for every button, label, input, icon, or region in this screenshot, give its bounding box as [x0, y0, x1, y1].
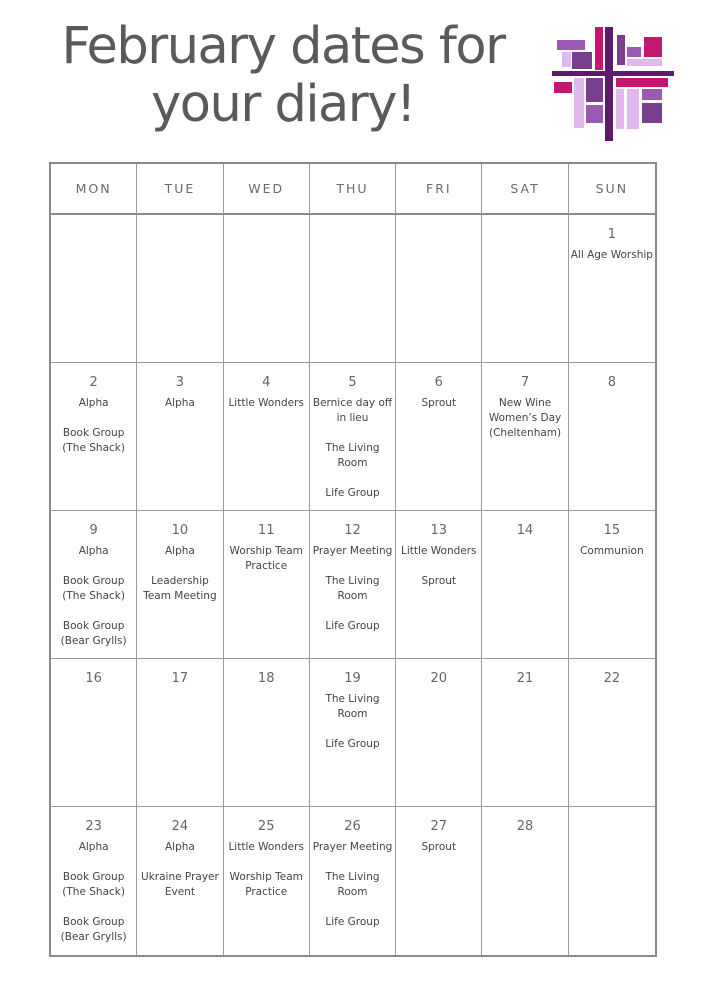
event-label: The Living Room: [325, 575, 380, 602]
day-cell: [137, 511, 223, 659]
event-label: Little Wonders: [228, 397, 304, 409]
event-label: Life Group: [325, 487, 380, 499]
day-cell: [569, 215, 655, 363]
event-label: Alpha: [78, 397, 109, 409]
event-label: The Living Room: [325, 442, 380, 469]
event-label: Book Group (The Shack): [62, 427, 125, 454]
event-label: Sprout: [421, 397, 457, 409]
event-label: Alpha: [78, 545, 109, 557]
date-number: 6: [434, 375, 443, 390]
date-number: 24: [171, 819, 189, 834]
event-label: Worship Team Practice: [229, 871, 303, 898]
day-cell: [310, 363, 396, 511]
event-label: Life Group: [325, 738, 380, 750]
day-cell: [396, 511, 482, 659]
date-number: 3: [175, 375, 185, 390]
day-cell: [137, 807, 223, 955]
day-header-wed: WED: [224, 164, 310, 215]
date-number: 2: [89, 375, 98, 390]
day-cell: [396, 807, 482, 955]
date-number: 4: [262, 375, 271, 390]
event-label: Sprout: [421, 575, 457, 587]
event-label: New Wine Women’s Day (Cheltenham): [488, 397, 562, 439]
day-cell: [224, 659, 310, 807]
day-cell: [51, 659, 137, 807]
day-cell: [51, 215, 137, 363]
page-title: [0, 18, 566, 134]
date-number: 23: [85, 819, 102, 834]
day-cell: [137, 215, 223, 363]
event-label: Book Group (The Shack): [62, 871, 125, 898]
day-cell: [310, 659, 396, 807]
event-label: Little Wonders: [401, 545, 477, 557]
date-number: 28: [516, 819, 534, 834]
date-number: 21: [516, 671, 534, 686]
date-number: 25: [257, 819, 275, 834]
day-cell: [482, 363, 568, 511]
day-cell: [51, 363, 137, 511]
date-number: 14: [516, 523, 534, 538]
date-number: 22: [603, 671, 621, 686]
event-label: Life Group: [325, 620, 380, 632]
event-label: Worship Team Practice: [229, 545, 303, 572]
event-label: Sprout: [421, 841, 457, 853]
day-header-mon: MON: [51, 164, 137, 215]
date-number: 1: [607, 227, 616, 242]
day-header-sat: SAT: [482, 164, 568, 215]
event-label: Little Wonders: [228, 841, 304, 853]
event-label: Book Group (Bear Grylls): [60, 620, 127, 647]
day-cell: [224, 511, 310, 659]
date-number: 16: [85, 671, 102, 686]
event-label: Alpha: [164, 397, 195, 409]
day-cell: [396, 215, 482, 363]
date-number: 9: [89, 523, 98, 538]
day-cell: [396, 363, 482, 511]
date-number: 11: [257, 523, 275, 538]
calendar-grid: [49, 162, 657, 957]
day-cell: [310, 511, 396, 659]
title-line-2: your diary!: [151, 75, 415, 134]
title-line-1: February dates for: [61, 17, 505, 76]
event-label: Alpha: [164, 545, 195, 557]
day-cell: [569, 363, 655, 511]
event-label: All Age Worship: [570, 249, 653, 261]
day-cell: [396, 659, 482, 807]
date-number: 20: [430, 671, 448, 686]
day-header-tue: TUE: [137, 164, 223, 215]
event-label: Ukraine Prayer Event: [141, 871, 219, 898]
day-cell: [569, 807, 655, 955]
date-number: 27: [430, 819, 448, 834]
day-cell: [569, 659, 655, 807]
day-cell: [224, 215, 310, 363]
day-cell: [51, 511, 137, 659]
day-cell: [310, 807, 396, 955]
event-label: Prayer Meeting: [312, 545, 393, 557]
day-cell: [569, 511, 655, 659]
event-label: Alpha: [164, 841, 195, 853]
day-cell: [310, 215, 396, 363]
event-label: Alpha: [78, 841, 109, 853]
event-label: Communion: [580, 545, 644, 557]
date-number: 12: [344, 523, 361, 538]
day-cell: [482, 511, 568, 659]
day-cell: [224, 807, 310, 955]
day-cell: [137, 659, 223, 807]
church-cross-logo: [552, 27, 674, 141]
event-label: The Living Room: [325, 693, 380, 720]
event-label: Book Group (Bear Grylls): [60, 916, 127, 943]
date-number: 5: [348, 375, 357, 390]
day-header-sun: SUN: [569, 164, 655, 215]
date-number: 17: [171, 671, 189, 686]
event-label: Life Group: [325, 916, 380, 928]
day-header-thu: THU: [310, 164, 396, 215]
date-number: 7: [520, 375, 530, 390]
event-label: The Living Room: [325, 871, 380, 898]
day-cell: [224, 363, 310, 511]
date-number: 18: [257, 671, 275, 686]
date-number: 15: [603, 523, 621, 538]
date-number: 19: [344, 671, 361, 686]
day-cell: [482, 807, 568, 955]
event-label: Book Group (The Shack): [62, 575, 125, 602]
date-number: 13: [430, 523, 448, 538]
date-number: 26: [344, 819, 361, 834]
event-label: Prayer Meeting: [312, 841, 393, 853]
day-header-fri: FRI: [396, 164, 482, 215]
date-number: 8: [607, 375, 616, 390]
day-cell: [482, 215, 568, 363]
day-cell: [137, 363, 223, 511]
day-cell: [482, 659, 568, 807]
date-number: 10: [171, 523, 189, 538]
day-cell: [51, 807, 137, 955]
event-label: Bernice day off in lieu: [312, 397, 393, 424]
event-label: Leadership Team Meeting: [143, 575, 217, 602]
